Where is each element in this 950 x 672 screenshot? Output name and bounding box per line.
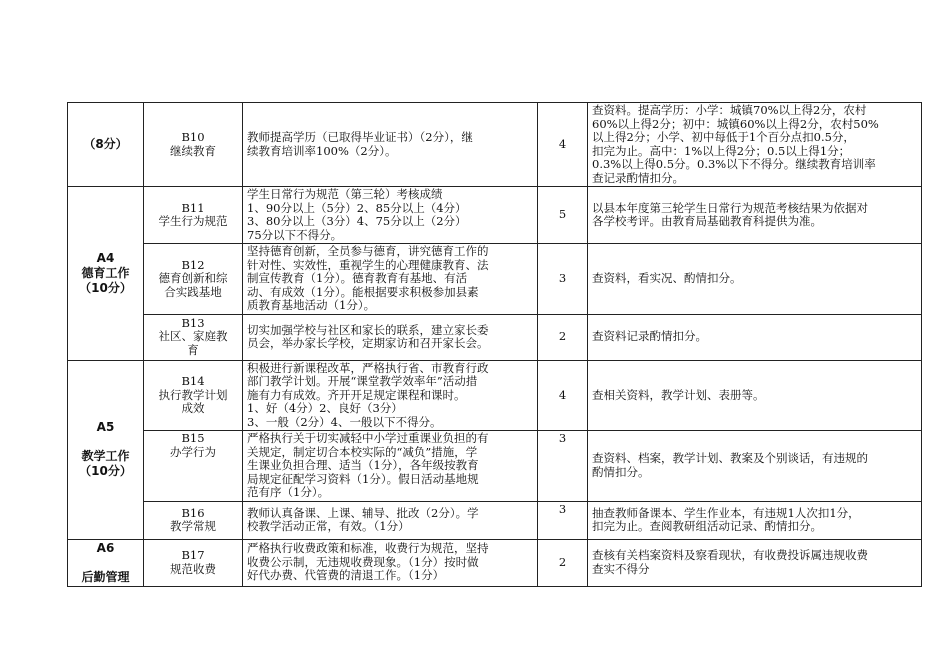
method-line: 查核有关档案资料及察看现状，有收费投诉属违规收费 bbox=[592, 548, 868, 562]
criteria-cell bbox=[243, 103, 538, 187]
method-cell bbox=[588, 103, 922, 187]
item-code: B16 bbox=[181, 505, 205, 520]
category-code: A4 bbox=[96, 250, 115, 265]
method-line: 0.3%以上得0.5分。0.3%以下不得分。继续教育培训率 bbox=[592, 157, 876, 171]
criteria-line: 教师认真备课、上课、辅导、批改（2分）。学 bbox=[247, 505, 479, 520]
item-name: 育 bbox=[187, 342, 199, 357]
criteria-cell bbox=[243, 539, 538, 586]
criteria-line: 严格执行收费政策和标准，收费行为规范，坚持 bbox=[247, 541, 489, 556]
category-cell bbox=[68, 187, 144, 361]
criteria-line: 局规定征配学习资料（1分）。假日活动基地规 bbox=[247, 471, 479, 486]
category-code: A5 bbox=[96, 420, 115, 434]
criteria-cell bbox=[243, 501, 538, 539]
criteria-line: 3、一般（2分）4、一般以下不得分。 bbox=[247, 414, 442, 429]
score-cell: 3 bbox=[538, 431, 588, 502]
category-score: （10分） bbox=[79, 280, 132, 295]
criteria-line: 生课业负担合理、适当（1分），各年级按教育 bbox=[247, 458, 479, 472]
table-row bbox=[68, 539, 922, 586]
method-cell bbox=[588, 314, 922, 360]
category-score: （10分） bbox=[79, 464, 132, 478]
item-code: B13 bbox=[181, 315, 205, 330]
score-cell: 2 bbox=[538, 314, 588, 360]
criteria-cell bbox=[243, 360, 538, 431]
criteria-line: 动、有成效（1分）。能根据要求积极参加县素 bbox=[247, 284, 479, 299]
item-code: B14 bbox=[181, 374, 205, 388]
item-cell bbox=[144, 103, 243, 187]
table-row bbox=[68, 187, 922, 244]
item-name: 继续教育 bbox=[170, 143, 216, 158]
criteria-cell bbox=[243, 431, 538, 502]
item-name: 成效 bbox=[181, 401, 205, 415]
item-cell bbox=[144, 360, 243, 431]
table-row bbox=[68, 360, 922, 431]
table-row bbox=[68, 314, 922, 360]
criteria-line: 好代办费、代管费的清退工作。（1分） bbox=[247, 568, 445, 583]
item-code: B11 bbox=[181, 200, 205, 215]
item-name: 规范收费 bbox=[170, 561, 216, 576]
method-line: 酌情扣分。 bbox=[592, 464, 650, 479]
criteria-line: 75分以下不得分。 bbox=[247, 227, 343, 242]
method-line: 查资料、档案，教学计划、教案及个别谈话，有违规的 bbox=[592, 451, 868, 466]
table-row bbox=[68, 103, 922, 187]
criteria-line: 1、好（4分）2、良好（3分） bbox=[247, 401, 403, 415]
method-line: 查资料。提高学历：小学：城镇70%以上得2分，农村 bbox=[592, 103, 867, 117]
method-line: 查资料，看实况、酌情扣分。 bbox=[592, 271, 742, 285]
criteria-line: 积极进行新课程改革，严格执行省、市教育行政 bbox=[247, 360, 489, 375]
category-cell bbox=[68, 360, 144, 539]
method-line: 扣完为止。高中：1%以上得2分；0.5以上得1分； bbox=[592, 143, 851, 158]
item-name: 学生行为规范 bbox=[158, 214, 228, 228]
method-line: 各学校考评。由教育局基础教育科提供为准。 bbox=[592, 214, 822, 228]
method-cell bbox=[588, 431, 922, 502]
criteria-line: 校教学活动正常，有效。（1分） bbox=[247, 519, 410, 533]
table-row bbox=[68, 431, 922, 502]
criteria-line: 教师提高学历（已取得毕业证书）（2分），继 bbox=[247, 130, 473, 144]
criteria-line: 1、90分以上（5分）2、85分以上（4分） bbox=[247, 200, 467, 215]
criteria-cell bbox=[243, 187, 538, 244]
evaluation-table bbox=[67, 102, 922, 587]
score-cell: 5 bbox=[538, 187, 588, 244]
item-name: 德育创新和综 bbox=[158, 271, 228, 285]
score-cell: 2 bbox=[538, 539, 588, 586]
method-cell bbox=[588, 501, 922, 539]
category-code: A6 bbox=[96, 540, 115, 555]
score-cell: 4 bbox=[538, 103, 588, 187]
item-name: 执行教学计划 bbox=[158, 387, 228, 402]
item-cell bbox=[144, 501, 243, 539]
method-line: 以县本年度第三轮学生日常行为规范考核结果为依据对 bbox=[592, 200, 868, 215]
item-cell bbox=[144, 244, 243, 315]
criteria-line: 收费公示制，无违规收费现象。（1分）按时做 bbox=[247, 554, 479, 569]
method-line: 扣完为止。查阅教研组活动记录、酌情扣分。 bbox=[592, 519, 822, 533]
method-line: 查资料记录酌情扣分。 bbox=[592, 329, 707, 344]
category-cell bbox=[68, 103, 144, 187]
item-code: B17 bbox=[181, 548, 205, 562]
item-cell bbox=[144, 187, 243, 244]
criteria-line: 部门教学计划。开展“课堂教学效率年”活动措 bbox=[247, 374, 478, 388]
score-cell: 4 bbox=[538, 360, 588, 431]
criteria-line: 针对性、实效性，重视学生的心理健康教育、法 bbox=[247, 257, 489, 272]
item-name: 办学行为 bbox=[170, 444, 216, 459]
category-cell bbox=[68, 539, 144, 586]
item-code: B15 bbox=[181, 431, 205, 445]
item-cell bbox=[144, 539, 243, 586]
item-name: 合实践基地 bbox=[164, 284, 222, 299]
criteria-line: 切实加强学校与社区和家长的联系，建立家长委 bbox=[247, 322, 489, 337]
method-cell bbox=[588, 539, 922, 586]
table-row bbox=[68, 501, 922, 539]
item-name: 教学常规 bbox=[170, 519, 216, 533]
criteria-line: 制宣传教育（1分）。德育教育有基地、有活 bbox=[247, 271, 468, 285]
method-cell bbox=[588, 187, 922, 244]
criteria-line: 质教育基地活动（1分）。 bbox=[247, 298, 376, 312]
method-line: 查相关资料，教学计划、表册等。 bbox=[592, 387, 765, 402]
criteria-line: 施有力有成效。齐开开足规定课程和课时。 bbox=[247, 387, 466, 402]
criteria-line: 续教育培训率100%（2分）。 bbox=[247, 143, 397, 158]
criteria-line: 3、80分以上（3分）4、75分以上（2分） bbox=[247, 214, 467, 228]
category-title: 德育工作 bbox=[81, 265, 130, 280]
method-cell bbox=[588, 244, 922, 315]
method-line: 查实不得分 bbox=[592, 561, 650, 576]
criteria-line: 范有序（1分）。 bbox=[247, 485, 330, 499]
method-line: 60%以上得2分；初中：城镇60%以上得2分，农村50% bbox=[592, 116, 879, 131]
criteria-line: 严格执行关于切实减轻中小学过重课业负担的有 bbox=[247, 431, 489, 445]
criteria-line: 学生日常行为规范（第三轮）考核成绩 bbox=[247, 187, 443, 201]
method-cell bbox=[588, 360, 922, 431]
table-row bbox=[68, 244, 922, 315]
item-code: B12 bbox=[181, 257, 205, 272]
category-title: 教学工作 bbox=[81, 449, 130, 463]
item-name: 社区、家庭教 bbox=[158, 329, 228, 344]
criteria-line: 关规定，制定切合本校实际的“减负”措施，学 bbox=[247, 444, 478, 459]
score-cell: 3 bbox=[538, 244, 588, 315]
method-line: 查记录酌情扣分。 bbox=[592, 170, 684, 185]
category-score: （8分） bbox=[83, 137, 128, 151]
item-cell bbox=[144, 314, 243, 360]
criteria-line: 员会，举办家长学校，定期家访和召开家长会。 bbox=[247, 336, 489, 350]
category-title: 后勤管理 bbox=[81, 569, 130, 584]
method-line: 以上得2分；小学、初中每低于1个百分点扣0.5分， bbox=[592, 130, 855, 144]
criteria-line: 坚持德育创新，全员参与德育，讲究德育工作的 bbox=[247, 244, 489, 258]
criteria-cell bbox=[243, 244, 538, 315]
item-code: B10 bbox=[181, 130, 205, 144]
item-cell bbox=[144, 431, 243, 502]
criteria-cell bbox=[243, 314, 538, 360]
method-line: 抽查教师备课本、学生作业本，有违规1人次扣1分， bbox=[592, 505, 860, 520]
score-cell: 3 bbox=[538, 501, 588, 539]
